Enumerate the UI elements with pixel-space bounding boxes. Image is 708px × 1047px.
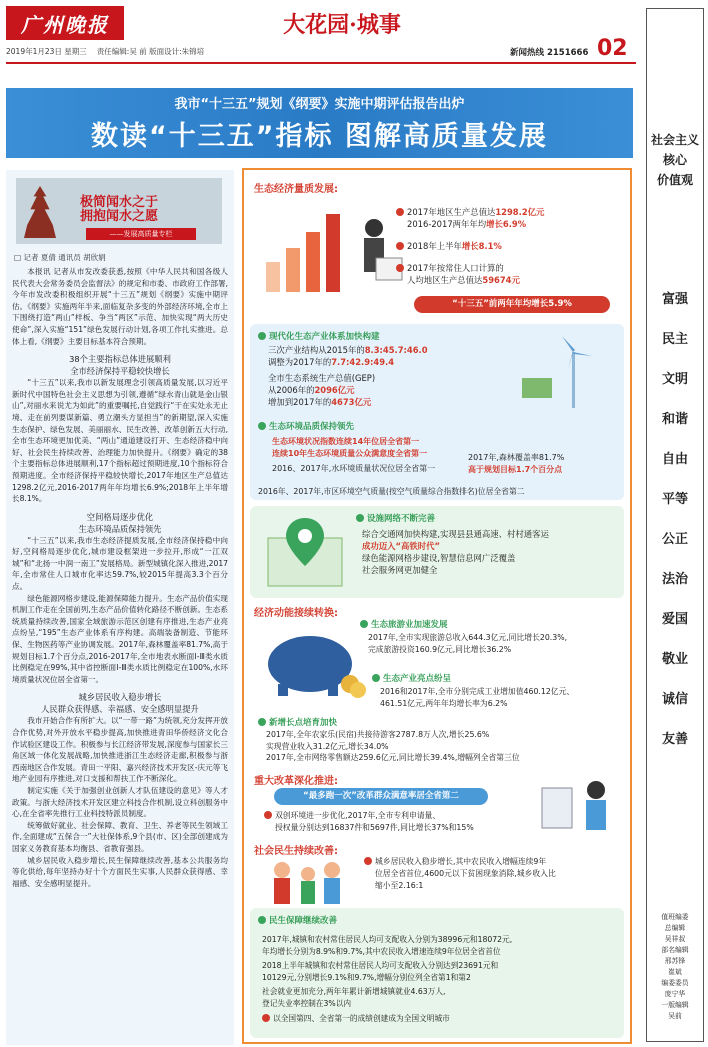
heading-text: 新增长点培育加快 [269,718,338,728]
image-ribbon: ——发展高质量专栏 [86,228,196,240]
eco-industry-heading [258,330,380,342]
stat-value: 7.7:42.9:49.4 [331,357,395,367]
paragraph: 本报讯 记者从市发改委获悉,按照《中华人民共和国各级人民代表大会常务委员会监督法》的规定和市委、市政府工作部署,今年市发改委积极组织开展“十三五”规划《纲要》实施中期评估。《纲要》实施两年半来,面临复杂多变的外部经济环境,全市上下围绕打造“两山”样板、争当“两区”示范、加快实现“两大历史使命”,深入实施“151”绿色发展行动计划,各项工作扎实推进。总体上看,《纲要》主要目标基本符合预期。 [12,267,228,346]
core-value-word: 敬业 [661,652,688,667]
core-value-word: 爱国 [661,612,688,627]
stat-line: 2017年,全市实现旅游总收入644.3亿元,同比增长20.3%, [368,633,568,642]
piggy-bank-illustration [258,624,368,700]
image-caption-line: 极简闻水之于 [80,195,159,210]
income-stats [364,856,624,892]
core-value-word: 文明 [661,372,688,387]
stat-label: 增加到2017年的 [268,397,332,407]
stat-value: 2096亿元 [314,385,355,395]
bullet-icon [264,811,272,819]
innovation-stats [264,810,528,834]
issue-date: 2019年1月23日 星期三 [6,47,87,56]
person-head-icon [365,219,383,237]
stat-line: 登记失业率控制在3%以内 [262,998,352,1008]
stat-label: 2018年上半年 [407,241,462,251]
stat-value: 1298.2亿元 [495,207,545,217]
new-growth-heading [258,716,337,728]
stat-line [268,396,498,408]
stat-line: 缩小至2.16:1 [375,881,424,890]
solar-panel-icon [522,378,552,398]
bullet-icon [372,674,380,682]
forest-coverage-stat [468,452,620,476]
livelihood-stats [262,934,622,1024]
page-number: 02 [597,36,628,61]
tourism-stats [368,632,624,656]
credit-line: 吴前 [668,1012,682,1020]
eco-industry-highlights-heading [372,672,451,684]
stat-value: 增长6.9% [486,219,527,229]
bullet-icon [258,916,266,924]
eco-tourism-heading [360,618,448,630]
stat-line [396,218,626,230]
header-divider [6,62,636,64]
industrial-output-stats [380,686,624,710]
paragraph: 制定实施《关于加强创业创新人才队伍建设的意见》等人才政策。与浙大经济技术开发区建立科技合作机制,设立科创服务中心,在全省率先推行工业科技特派员制度。 [12,785,228,819]
stat-line [268,356,498,368]
paragraph: 统筹做好就业、社会保障、教育、卫生、养老等民生领域工作,全面建成“五保合一”大社保体系,9个县(市、区)全部创建成为国家义务教育基本均衡县、省教育强县。 [12,820,228,853]
editor-credit: 责任编辑:吴 前 版面设计:朱锦培 [96,47,205,56]
subheading-line: 空间格局逐步优化 [86,511,154,522]
person-body-icon [324,878,340,904]
stat-line [396,262,626,274]
wind-turbine-illustration [512,332,616,412]
byline: □ 记者 夏倩 通讯员 胡欣娟 [14,253,106,262]
stat-value: 增长8.1% [461,241,502,251]
heading-text: 生态环境品质保持领先 [269,422,355,432]
credit-line: 总编辑 [664,924,686,932]
person-head-icon [587,781,605,799]
eco-environment-heading [258,420,354,432]
turbine-blade [562,336,575,352]
core-value-word: 平等 [661,492,688,507]
pin-center [298,529,312,543]
subheading-line: 城乡居民收入稳步增长 [78,692,162,703]
credit-line: 值班编委 [661,913,689,921]
heading-text: 现代化生态产业体系加快构建 [269,332,380,342]
paragraph: 我市开始合作有所扩大。以“一带一路”为统领,充分发挥开放合作优势,对外开放水平稳步提高,加快推进青田华侨经济文化合作试验区建设工作。积极参与长江经济带发展,深度参与国家长三角区域一体化发展战略,加快推进浙江生态经济走廊,积极参与浙西南地区合作发展。青田一平阳、嘉兴经济技术开发区-庆元等飞地产业园有序推进,对口支援和帮扶工作不断深化。 [12,716,228,784]
person-head-icon [301,867,315,881]
stat-line: 461.51亿元,两年年均增长率为6.2% [380,699,508,708]
illustration-bar [286,248,300,292]
newspaper-logo: 广州晚报 [6,6,124,40]
bullet-icon [356,514,364,522]
gdp-stats [396,206,626,286]
stat-line: 2017年,城镇和农村常住居民人均可支配收入分别为38996元和18072元, [262,935,513,944]
core-value-word: 诚信 [661,692,688,707]
section-title: 大花园·城事 [283,12,401,38]
core-values-title [648,130,702,190]
bullet-icon [396,208,404,216]
stat-label: 人均地区生产总值达 [407,275,483,285]
stat-line: 生态环境状况指数连续14年位居全省第一 [272,437,420,446]
title-line: 社会主义 [650,133,699,147]
stat-line: 年均增长分别为8.9%和9.7%,其中农民收入增速连续9年位居全省首位 [262,946,501,956]
bullet-icon [258,332,266,340]
news-hotline: 新闻热线 2151666 [510,48,589,58]
person-head-icon [274,862,290,878]
stat-line [396,240,626,252]
core-value-word: 富强 [661,292,688,307]
stat-line: 2016、2017年,水环境质量状况位居全省第一 [272,464,436,473]
stat-label: 三次产业结构从2015年的 [268,345,365,355]
reform-illustration [534,770,624,836]
subheading-line: 生态环境品质保持领先 [78,523,162,534]
stat-label: 2017年地区生产总值达 [407,207,496,217]
illustration-bar [326,214,340,292]
pig-leg [328,684,338,696]
stat-line: 2018上半年城镇和农村常住居民人均可支配收入分别达到23691元和 [262,961,499,971]
stat-line [268,384,498,396]
headline-subtitle: 我市“十三五”规划《纲要》实施中期评估报告出炉 [174,97,465,112]
subheading-line: 人民群众获得感、幸福感、安全感明显提升 [41,704,199,715]
stat-line [396,274,626,286]
stat-line: 2017年,全市网络零售额达259.6亿元,同比增长39.4%,增幅列全省第三位 [266,753,520,762]
stat-label: 2016-2017两年年均 [407,219,487,229]
stat-value: 8.3:45.7:46.0 [364,345,428,355]
stat-text: 以全国第四、全省第一的成绩创建成为全国文明城市 [273,1013,450,1023]
growth-illustration [256,200,406,310]
core-value-word: 和谐 [661,412,688,427]
stat-line [268,372,498,384]
section-livelihood-title: 社会民生持续改善: [254,846,338,857]
illustration-bar [266,262,280,292]
headline-title: 数读“十三五”指标 图解高质量发展 [91,121,548,152]
stat-line: 2017年,森林覆盖率81.7% [468,453,565,462]
stat-line: 社会就业更加充分,两年年累计新增城镇就业4.63万人, [262,987,446,997]
core-value-word: 法治 [661,572,688,587]
subheading [12,353,228,377]
environment-stats [272,436,472,475]
credit-line: 吴祥叔 [664,935,686,943]
gdp-highlight-pill: “十三五”前两年年均增长5.9% [414,296,610,313]
core-value-word: 公正 [661,532,688,547]
stat-line: 2017年,全年农家乐(民宿)共接待游客2787.8万人次,增长25.6% [266,730,490,739]
stat-line [396,206,626,218]
stat-line: 连续10年生态环境质量公众满意度全省第一 [272,449,428,458]
core-value-word: 民主 [661,332,688,347]
paragraph: 绿色能源网格步建设,能源保障能力提升。生态产品价值实现机制工作走在全国前列,生态产品价值转化路径不断创新。生态系统质量持续改善,国家全域旅游示范区创建有序推进,生态产业亮点纷呈,“195”生态产业体系有序构建。高端装备制造、节能环保、生物医药等产业协调发展。2017年,森林覆盖率81.7%,高于规划目标1.7个百分点,2016-2017年,全市地表水断面Ⅰ-Ⅲ类水质比例稳定在99%,其中省控断面Ⅰ-Ⅲ类水质比例稳定在100%,水环境质量状况位居全省第一。 [12,593,228,684]
person-body-icon [274,878,290,904]
stat-label: 全市生态系统生产总值(GEP) [268,373,376,383]
illustration-bar [306,232,320,292]
stat-line: 授权量分别达到16837件和5697件,同比增长37%和15% [275,823,474,832]
stat-line: 绿色能源网格步建设,智慧信息网广泛覆盖 [362,553,516,563]
bullet-icon [258,718,266,726]
heading-text: 生态旅游业加速发展 [371,620,448,630]
credit-line: 一版编辑 [661,1001,689,1009]
stat-line [262,1013,622,1025]
coin-icon [350,682,366,698]
turbine-tower [572,352,575,408]
new-growth-stats [266,729,624,764]
family-illustration [258,856,358,908]
article-body [12,266,228,889]
section-eco-economy-title: 生态经济量质发展: [254,184,338,195]
person-body-icon [586,800,606,830]
air-quality-stat: 2016年、2017年,市区环境空气质量(按空气质量综合指数排名)位居全省第二 [258,487,525,496]
bullet-icon [262,1014,270,1022]
stat-value: 59674元 [482,275,520,285]
stat-line: 综合交通网加快构建,实现县县通高速、村村通客运 [362,529,549,539]
pig-leg [278,684,288,696]
subheading [12,511,228,535]
section-reform-title: 重大改革深化推进: [254,776,338,787]
stat-line: 成功迈入“高铁时代” [362,541,441,551]
paragraph: “十三五”以来,我市生态经济提质发展,全市经济保持稳中向好,空间格局逐步优化,城市建设框架进一步拉开,形成“一江双城”和“北扬一中润一南工”发展格局。新型城镇化深入推进,2017年,全市常住人口城市化率达59.7%,较2015年提高3.3个百分点。 [12,535,228,592]
image-caption-line: 拥抱闻水之愿 [80,209,159,224]
credit-line: 编委委员 [661,979,689,987]
stat-line: 10129元,分别增长9.1%和9.7%,增幅分别位列全省第1和第2 [262,972,471,982]
stat-line: 2016和2017年,全市分别完成工业增加值460.12亿元、 [380,687,575,696]
stat-line: 社会服务网更加健全 [362,565,438,575]
document-icon [542,788,572,828]
stat-label: 从2006年的 [268,385,315,395]
turbine-blade [573,352,592,356]
credit-line: 庞宁华 [664,990,686,998]
piggy-bank-icon [268,636,352,692]
bullet-icon [360,620,368,628]
stat-line [364,856,624,868]
stat-text: 城乡居民收入稳步增长,其中农民收入增幅连续9年 [375,857,547,866]
livelihood-heading [258,914,337,926]
stat-label: 调整为2017年的 [268,357,332,367]
bullet-icon [396,242,404,250]
industry-structure-stats [268,344,498,408]
subheading-line: 全市经济保持平稳较快增长 [70,366,170,377]
subheading [12,691,228,715]
infrastructure-stats [362,528,620,576]
paragraph: “十三五”以来,我市以新发展理念引领高质量发展,以习近平新时代中国特色社会主义思想为引领,遵循“绿水青山就是金山银山”,对丽水来说尤为如此”的重要嘱托,自觉践行“干在实处永无止境、走在前列要谋新篇、勇立潮头方显担当”的新期望,深入实施生态保护、绿色发展、美丽丽水、民生改善、改革创新五大行动,全市生态环境更加优美、“两山”通道建设打开、生态经济稳中向好、社会民生持续改善、治理能力加快提升。《纲要》确定的38个主要指标总体进展顺利,17个指标超过预期进度,10个指标符合预期进度。全市经济保持平稳较快增长,2017年地区生产总值达1298.2亿元,2016-2017两年年均增长6.9%;2018年上半年增长8.1%。 [12,378,228,504]
infrastructure-heading [356,512,435,524]
stat-line: 位居全省首位,4600元以下贫困现象消除,城乡收入比 [375,869,556,878]
person-body-icon [301,881,315,904]
heading-text: 生态产业亮点纷呈 [383,674,452,684]
bullet-icon [258,422,266,430]
core-value-word: 友善 [661,732,688,747]
subheading-line: 38个主要指标总体进展顺利 [69,354,171,365]
stat-value: 4673亿元 [331,397,372,407]
stat-text: 双创环境进一步优化,2017年,全市专利申请量、 [275,811,441,820]
bullet-icon [396,264,404,272]
heading-text: 民生保障继续改善 [269,916,338,926]
section-economic-momentum-title: 经济动能接续转换: [254,608,338,619]
stat-line [264,810,528,822]
title-line: 价值观 [656,173,693,187]
bullet-icon [364,857,372,865]
stat-line: 完成旅游投资160.9亿元,同比增长36.2% [368,645,512,654]
title-line: 核心 [662,153,687,167]
person-head-icon [324,862,340,878]
credit-line: 部名编辑 [661,946,689,954]
image-caption-title [80,196,158,224]
stat-line: 实现营业收入31.2亿元,增长34.0% [266,741,389,751]
map-pin-illustration [262,514,348,592]
stat-label: 2017年按常住人口计算的 [407,263,504,273]
core-value-word: 自由 [661,452,688,467]
stat-line [268,344,498,356]
heading-text: 设施网络不断完善 [367,514,436,524]
stat-line: 高于规划目标1.7个百分点 [468,465,563,474]
paragraph: 城乡居民收入稳步增长,民生保障继续改善,基本公共服务均等化供给,每年坚持办好十个方面民生实事,人民群众获得感、幸福感、安全感明显提升。 [12,855,228,888]
credit-line: 崔斌 [668,968,682,976]
reform-highlight-pill: “最多跑一次”改革群众满意率居全省第二 [274,788,488,805]
credit-line: 邢苏锋 [664,957,686,965]
editorial-credits [650,912,700,1022]
